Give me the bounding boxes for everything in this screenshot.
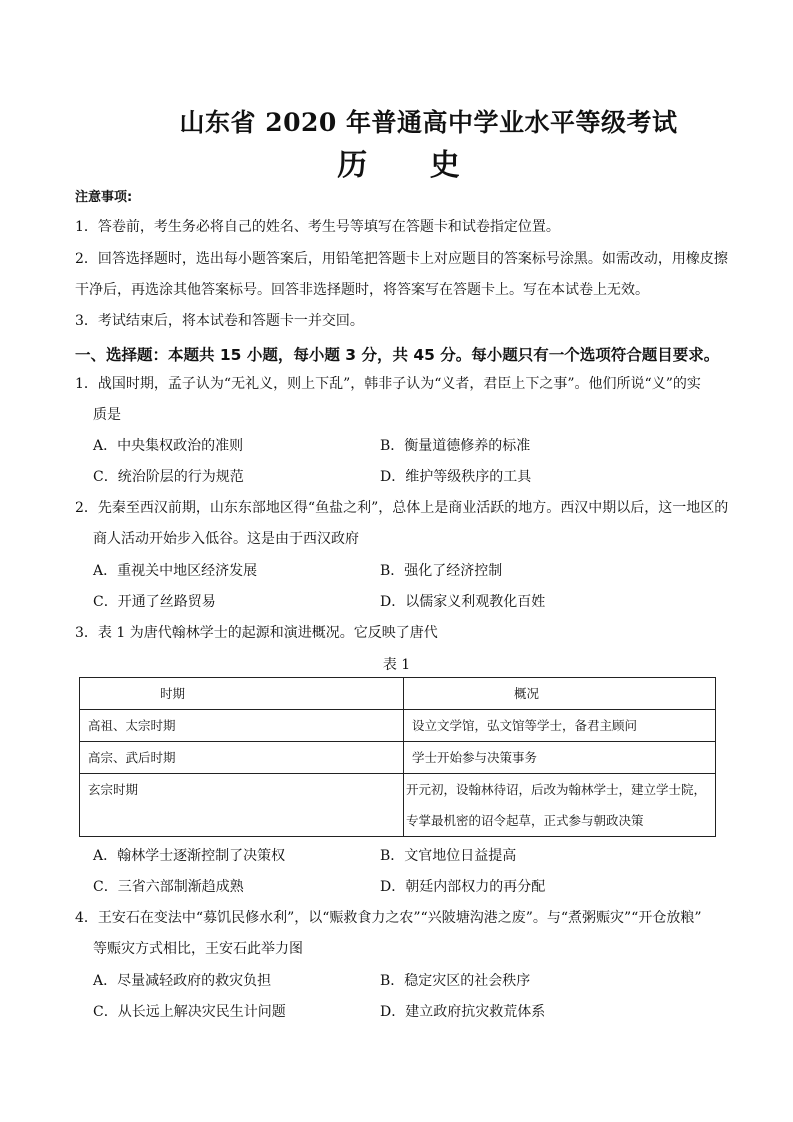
question-2-option-c: C．开通了丝路贸易 [93, 594, 216, 610]
notice-item-3: 3．考试结束后，将本试卷和答题卡一并交回。 [75, 313, 364, 329]
table-cell-overview: 开元初，设翰林待诏，后改为翰林学士，建立学士院，专掌最机密的诏令起草，正式参与朝政决策 [404, 774, 716, 837]
question-4-option-a: A．尽量减轻政府的救灾负担 [93, 973, 272, 989]
question-1-option-d: D．维护等级秩序的工具 [380, 469, 532, 485]
question-2-option-d: D．以儒家义利观教化百姓 [380, 594, 546, 610]
question-1-stem-line-2: 质是 [93, 407, 121, 423]
table-cell-period: 高宗、武后时期 [80, 742, 404, 774]
question-4-stem-line-2: 等赈灾方式相比，王安石此举力图 [93, 941, 303, 957]
table-cell-overview: 学士开始参与决策事务 [404, 742, 716, 774]
table-cell-overview: 设立文学馆，弘文馆等学士，备君主顾问 [404, 710, 716, 742]
question-2-option-b: B．强化了经济控制 [380, 563, 503, 579]
question-1-option-a: A．中央集权政治的准则 [93, 438, 244, 454]
notice-item-2-line-1: 2．回答选择题时，选出每小题答案后，用铅笔把答题卡上对应题目的答案标号涂黑。如需改动，用橡皮擦 [75, 251, 728, 267]
question-3-option-b: B．文官地位日益提高 [380, 848, 517, 864]
question-2-stem-line-2: 商人活动开始步入低谷。这是由于西汉政府 [93, 531, 359, 547]
question-3-option-c: C．三省六部制渐趋成熟 [93, 879, 244, 895]
table-cell-period: 高祖、太宗时期 [80, 710, 404, 742]
question-4-option-c: C．从长远上解决灾民生计问题 [93, 1004, 286, 1020]
table-header-overview: 概况 [404, 678, 716, 710]
notice-heading: 注意事项: [75, 190, 133, 205]
notice-item-2-line-2: 干净后，再选涂其他答案标号。回答非选择题时，将答案写在答题卡上。写在本试卷上无效。 [75, 282, 649, 298]
question-1-option-b: B．衡量道德修养的标准 [380, 438, 531, 454]
question-3-option-d: D．朝廷内部权力的再分配 [380, 879, 546, 895]
table-row [80, 774, 716, 837]
question-4-stem-line-1: 4．王安石在变法中“募饥民修水利”，以“赈救食力之农”“兴陂塘沟港之废”。与“煮粥赈灾”“开仓放粮” [75, 910, 702, 926]
question-4-option-d: D．建立政府抗灾救荒体系 [380, 1004, 546, 1020]
table-caption: 表 1 [382, 657, 411, 673]
exam-title: 山东省 2020 年普通高中学业水平等级考试 [179, 108, 678, 137]
table-header-row [80, 678, 716, 710]
question-3-stem: 3．表 1 为唐代翰林学士的起源和演进概况。它反映了唐代 [75, 625, 438, 641]
table-1 [79, 677, 716, 837]
table-row [80, 710, 716, 742]
table-header-period: 时期 [80, 678, 404, 710]
question-1-stem-line-1: 1．战国时期，孟子认为“无礼义，则上下乱”，韩非子认为“义者，君臣上下之事”。他们所说“义”的实 [75, 376, 701, 392]
notice-item-1: 1．答卷前，考生务必将自己的姓名、考生号等填写在答题卡和试卷指定位置。 [75, 219, 560, 235]
question-2-stem-line-1: 2．先秦至西汉前期，山东东部地区得“鱼盐之利”，总体上是商业活跃的地方。西汉中期以后，这一地区的 [75, 500, 729, 516]
question-3-option-a: A．翰林学士逐渐控制了决策权 [93, 848, 286, 864]
table-cell-period: 玄宗时期 [80, 774, 404, 837]
question-2-option-a: A．重视关中地区经济发展 [93, 563, 258, 579]
section-heading: 一、选择题：本题共 15 小题，每小题 3 分，共 45 分。每小题只有一个选项符合题目要求。 [75, 346, 720, 364]
subject-title: 历 史 [337, 148, 486, 183]
question-1-option-c: C．统治阶层的行为规范 [93, 469, 244, 485]
table-row [80, 742, 716, 774]
question-4-option-b: B．稳定灾区的社会秩序 [380, 973, 531, 989]
